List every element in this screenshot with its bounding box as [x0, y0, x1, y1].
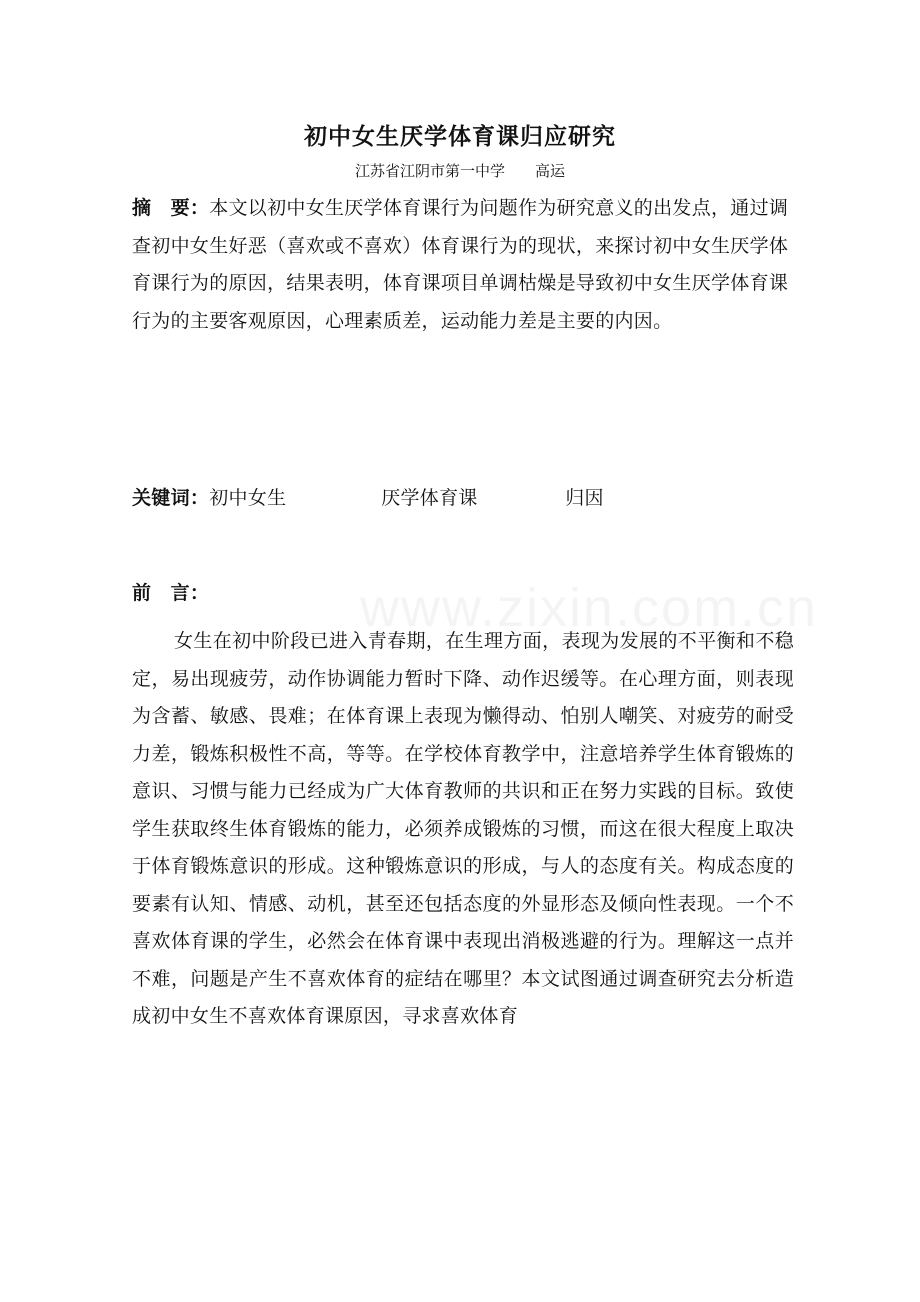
preface-heading — [132, 575, 794, 613]
abstract-label: 摘 要： — [132, 197, 210, 219]
school-name: 江苏省江阴市第一中学 — [354, 162, 505, 180]
author-name: 高运 — [535, 162, 566, 180]
keywords-line — [132, 480, 794, 518]
keyword-item: 初中女生 — [209, 487, 287, 509]
keywords-label: 关键词： — [132, 487, 210, 509]
keyword-item: 归因 — [565, 487, 604, 509]
abstract-paragraph — [132, 190, 794, 340]
keyword-item: 厌学体育课 — [381, 487, 478, 509]
intro-paragraph: 女生在初中阶段已进入青春期，在生理方面，表现为发展的不平衡和不稳定，易出现疲劳，动作协调能力暂时下降、动作迟缓等。在心理方面，则表现为含蓄、敏感、畏难；在体育课上表现为懒得动、怕别人嘲笑、对疲劳的耐受力差，锻炼积极性不高，等等。在学校体育教学中，注意培养学生体育锻炼的意识、习惯与能力已经成为广大体育教师的共识和正在努力实践的目标。致使学生获取终生体育锻炼的能力，必须养成锻炼的习惯，而这在很大程度上取决于体育锻炼意识的形成。这种锻炼意识的形成，与人的态度有关。构成态度的要素有认知、情感、动机，甚至还包括态度的外显形态及倾向性表现。一个不喜欢体育课的学生，必然会在体育课中表现出消极逃避的行为。理解这一点并不难，问题是产生不喜欢体育的症结在哪里？本文试图通过调查研究去分析造成初中女生不喜欢体育课原因，寻求喜欢体育 — [132, 630, 794, 1027]
preface-label: 前 言： — [132, 582, 210, 604]
page-title: 初中女生厌学体育课归应研究 — [304, 124, 616, 150]
author-line — [0, 160, 920, 181]
abstract-text: 本文以初中女生厌学体育课行为问题作为研究意义的出发点，通过调查初中女生好恶（喜欢或不喜欢）体育课行为的现状，来探讨初中女生厌学体育课行为的原因，结果表明，体育课项目单调枯燥是导致初中女生厌学体育课行为的主要客观原因，心理素质差，运动能力差是主要的内因。 — [132, 197, 789, 332]
